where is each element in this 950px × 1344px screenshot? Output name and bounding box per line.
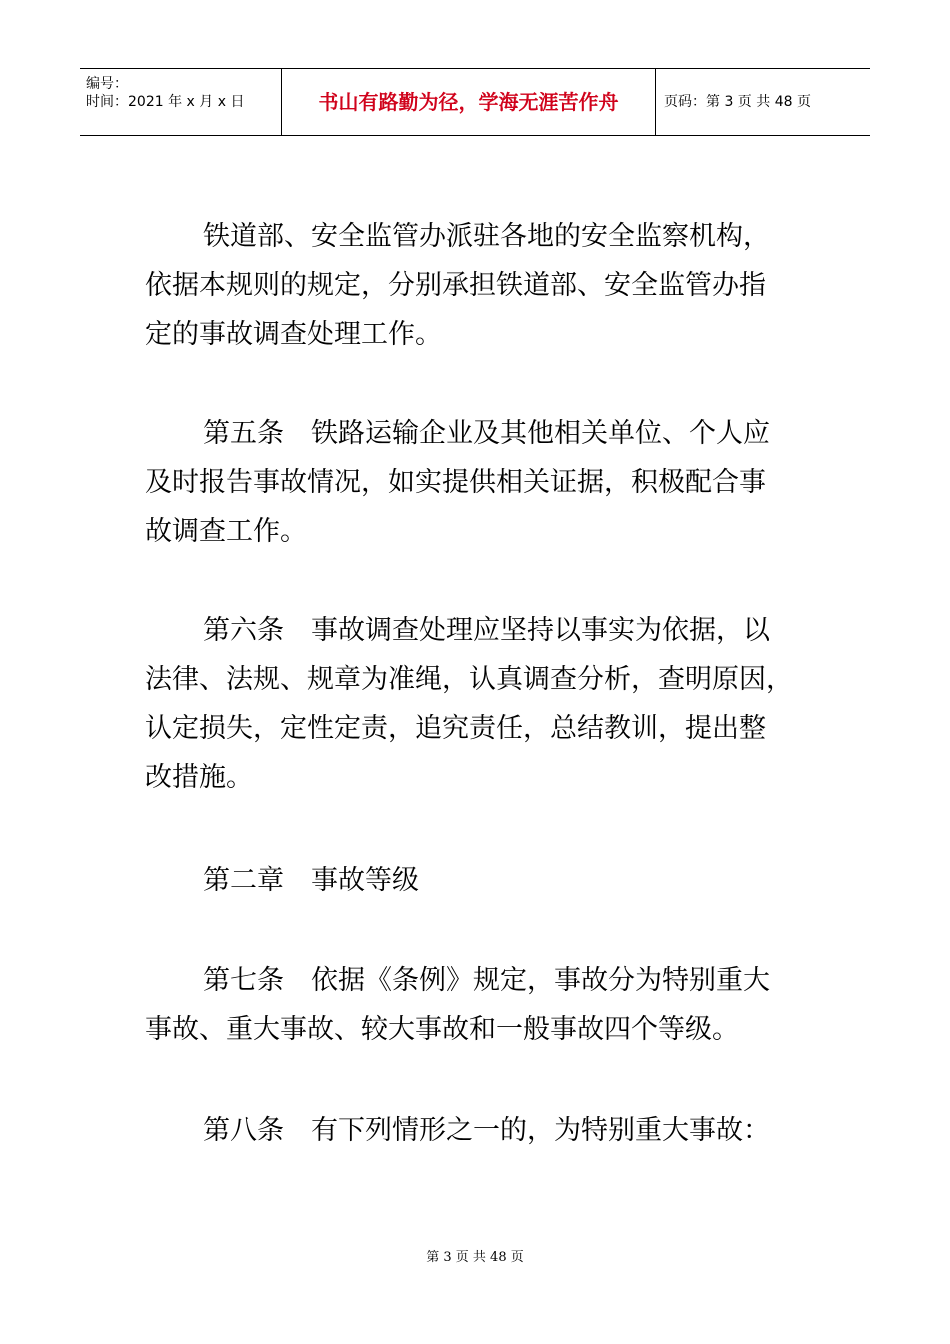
paragraph-line: 改措施。 [145,762,253,793]
article-8 [145,1106,810,1155]
paragraph-line: 认定损失，定性定责，追究责任，总结教训，提出整 [145,713,766,744]
page-header [80,68,870,136]
chapter-2-heading [145,856,810,905]
paragraph-1 [145,212,810,359]
paragraph-line: 事故、重大事故、较大事故和一般事故四个等级。 [145,1014,739,1045]
paragraph-line: 第六条 事故调查处理应坚持以事实为依据，以 [203,615,770,646]
article-5 [145,409,810,556]
paragraph-line: 铁道部、安全监管办派驻各地的安全监察机构， [203,221,770,252]
paragraph-line: 法律、法规、规章为准绳，认真调查分析，查明原因， [145,664,793,695]
paragraph-line: 依据本规则的规定，分别承担铁道部、安全监管办指 [145,270,766,301]
paragraph-line: 第二章 事故等级 [203,865,419,896]
paragraph-line: 第七条 依据《条例》规定，事故分为特别重大 [203,965,770,996]
paragraph-line: 及时报告事故情况，如实提供相关证据，积极配合事 [145,467,766,498]
header-page-info: 页码：第 3 页 共 48 页 [664,94,811,110]
article-7 [145,956,810,1054]
header-motto: 书山有路勤为径，学海无涯苦作舟 [282,69,656,135]
paragraph-line: 故调查工作。 [145,516,307,547]
article-6 [145,606,810,802]
document-number-label: 编号： [86,76,128,92]
header-meta [80,69,282,135]
paragraph-line: 定的事故调查处理工作。 [145,319,442,350]
page-footer: 第 3 页 共 48 页 [426,1250,524,1265]
paragraph-line: 第五条 铁路运输企业及其他相关单位、个人应 [203,418,770,449]
paragraph-line: 第八条 有下列情形之一的，为特别重大事故： [203,1115,770,1146]
document-time-label: 时间：2021 年 x 月 x 日 [86,94,245,110]
